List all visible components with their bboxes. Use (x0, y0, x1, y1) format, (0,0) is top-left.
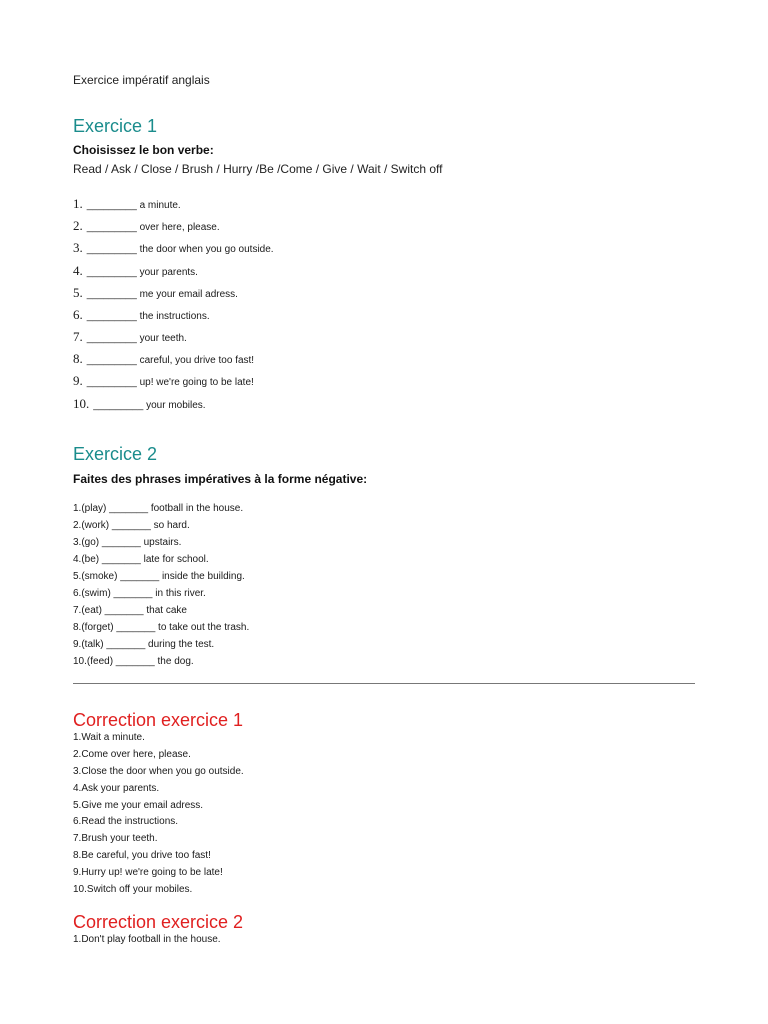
exercise-1-item (73, 286, 238, 300)
item-text: _________ careful, you drive too fast! (86, 355, 255, 366)
item-number: 1. (73, 196, 83, 211)
item-text: _________ the instructions. (86, 311, 210, 322)
item-number: 8. (73, 351, 83, 366)
correction-1-item: 5.Give me your email adress. (73, 800, 204, 811)
exercise-1-item (73, 241, 274, 255)
item-number: 2. (73, 218, 83, 233)
correction-1-item: 6.Read the instructions. (73, 816, 179, 827)
correction-1-item: 3.Close the door when you go outside. (73, 766, 244, 777)
exercise-2-instruction: Faites des phrases impératives à la forme négative: (73, 472, 368, 486)
document-title: Exercice impératif anglais (73, 73, 210, 87)
exercise-1-item (73, 330, 187, 344)
exercise-2-item: 2.(work) _______ so hard. (73, 520, 190, 531)
exercise-1-item (73, 219, 220, 233)
item-number: 10. (73, 396, 90, 411)
correction-1-item: 2.Come over here, please. (73, 749, 191, 760)
exercise-2-item: 8.(forget) _______ to take out the trash. (73, 622, 250, 633)
exercise-2-item: 10.(feed) _______ the dog. (73, 656, 194, 667)
exercise-2-item: 1.(play) _______ football in the house. (73, 503, 244, 514)
exercise-1-item (73, 397, 206, 411)
correction-1-item: 1.Wait a minute. (73, 732, 145, 743)
item-number: 5. (73, 285, 83, 300)
exercise-2-item: 7.(eat) _______ that cake (73, 605, 187, 616)
item-text: _________ your mobiles. (93, 400, 206, 411)
correction-2-item: 1.Don't play football in the house. (73, 934, 221, 945)
item-text: _________ the door when you go outside. (86, 244, 274, 255)
exercise-1-item (73, 374, 254, 388)
exercise-2-heading: Exercice 2 (73, 444, 158, 464)
correction-1-item: 9.Hurry up! we're going to be late! (73, 867, 223, 878)
exercise-2-item: 4.(be) _______ late for school. (73, 554, 209, 565)
item-number: 4. (73, 263, 83, 278)
correction-1-item: 4.Ask your parents. (73, 783, 160, 794)
item-number: 6. (73, 307, 83, 322)
section-divider (73, 683, 695, 684)
exercise-1-word-bank: Read / Ask / Close / Brush / Hurry /Be /Come / Give / Wait / Switch off (73, 162, 443, 176)
item-number: 7. (73, 329, 83, 344)
exercise-1-item (73, 264, 198, 278)
item-number: 9. (73, 373, 83, 388)
exercise-2-item: 9.(talk) _______ during the test. (73, 639, 215, 650)
exercise-1-heading: Exercice 1 (73, 116, 158, 136)
item-text: _________ me your email adress. (86, 289, 238, 300)
correction-1-item: 10.Switch off your mobiles. (73, 884, 193, 895)
exercise-2-item: 5.(smoke) _______ inside the building. (73, 571, 245, 582)
exercise-1-instruction: Choisissez le bon verbe: (73, 143, 214, 157)
correction-1-heading: Correction exercice 1 (73, 710, 244, 730)
exercise-2-item: 3.(go) _______ upstairs. (73, 537, 182, 548)
item-number: 3. (73, 240, 83, 255)
exercise-1-item (73, 352, 254, 366)
correction-1-item: 7.Brush your teeth. (73, 833, 158, 844)
item-text: _________ up! we're going to be late! (86, 377, 254, 388)
exercise-2-item: 6.(swim) _______ in this river. (73, 588, 206, 599)
item-text: _________ your parents. (86, 267, 198, 278)
correction-2-heading: Correction exercice 2 (73, 912, 244, 932)
item-text: _________ your teeth. (86, 333, 187, 344)
exercise-1-item (73, 197, 181, 211)
item-text: _________ over here, please. (86, 222, 220, 233)
correction-1-item: 8.Be careful, you drive too fast! (73, 850, 211, 861)
item-text: _________ a minute. (86, 200, 181, 211)
exercise-1-item (73, 308, 210, 322)
